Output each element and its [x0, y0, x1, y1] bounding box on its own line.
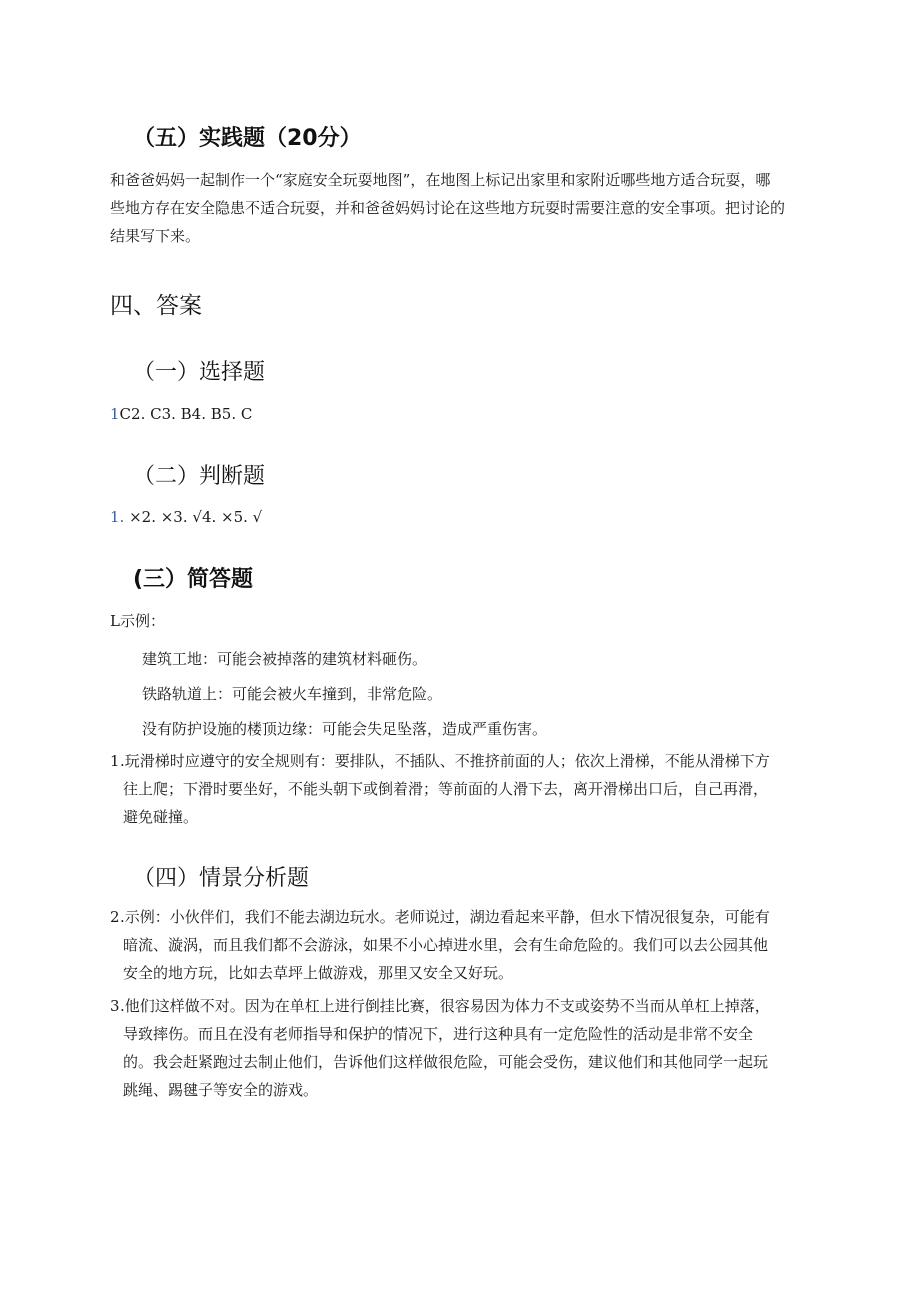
- answer-item-1-text: [120, 747, 770, 831]
- answer-item-3-line-1: .他们这样做不对。因为在单杠上进行倒挂比赛，很容易因为体力不支或姿势不当而从单杠上掉落，: [120, 997, 770, 1015]
- answer-item-2-line-3: 安全的地方玩，比如去草坪上做游戏，那里又安全又好玩。: [123, 964, 514, 982]
- answer-item-1-number: 1: [110, 752, 120, 770]
- judge-answers: [110, 503, 262, 531]
- practice-line-3: 结果写下来。: [110, 227, 201, 245]
- answer-item-3: [110, 992, 810, 1112]
- short-answer-intro: L示例：: [110, 612, 165, 630]
- example-railway: 铁路轨道上：可能会被火车撞到，非常危险。: [142, 685, 443, 703]
- answer-item-3-line-2: 导致摔伤。而且在没有老师指导和保护的情况下，进行这种具有一定危险性的活动是非常不安全: [123, 1025, 754, 1043]
- answer-item-1: [110, 747, 810, 837]
- answer-item-3-line-3: 的。我会赶紧跑过去制止他们，告诉他们这样做很危险，可能会受伤，建议他们和其他同学一起玩: [123, 1053, 769, 1071]
- practice-line-2: 些地方存在安全隐患不适合玩耍，并和爸爸妈妈讨论在这些地方玩耍时需要注意的安全事项。把讨论的: [110, 199, 786, 217]
- answer-item-2: [110, 903, 810, 993]
- judge-answer-rest: ×2. ×3. √4. ×5. √: [129, 508, 263, 526]
- short-answer-examples: [142, 642, 547, 747]
- answer-item-3-line-4: 跳绳、踢毽子等安全的游戏。: [123, 1081, 319, 1099]
- answers-heading: 四、答案: [110, 293, 202, 319]
- short-answers-heading: (三）简答题: [133, 567, 254, 592]
- scenario-answers-heading: （四）情景分析题: [133, 866, 310, 891]
- judge-answers-heading: （二）判断题: [133, 464, 266, 489]
- answer-item-3-text: [120, 992, 770, 1104]
- choice-answer-first: 1: [110, 405, 120, 423]
- choice-answers: [110, 400, 252, 428]
- answer-item-2-line-2: 暗流、漩涡，而且我们都不会游泳，如果不小心掉进水里，会有生命危险的。我们可以去公园其他: [123, 936, 769, 954]
- answer-item-1-line-1: .玩滑梯时应遵守的安全规则有：要排队，不插队、不推挤前面的人；依次上滑梯，不能从滑梯下方: [120, 752, 770, 770]
- answer-item-2-line-1: .示例：小伙伴们，我们不能去湖边玩水。老师说过，湖边看起来平静，但水下情况很复杂，可能有: [120, 908, 770, 926]
- practice-question-heading: （五）实践题（20分）: [133, 126, 362, 151]
- practice-question-text: [110, 166, 785, 250]
- example-construction-site: 建筑工地：可能会被掉落的建筑材料砸伤。: [142, 650, 428, 668]
- judge-answer-first: 1.: [110, 508, 130, 526]
- answer-item-1-line-2: 往上爬；下滑时要坐好，不能头朝下或倒着滑；等前面的人滑下去，离开滑梯出口后，自己再滑，: [123, 780, 769, 798]
- choice-answers-heading: （一）选择题: [133, 360, 266, 385]
- answer-item-2-text: [120, 903, 770, 987]
- choice-answer-rest: C2. C3. B4. B5. C: [119, 405, 253, 423]
- answer-item-3-number: 3: [110, 997, 120, 1015]
- answer-item-2-number: 2: [110, 908, 120, 926]
- example-rooftop: 没有防护设施的楼顶边缘：可能会失足坠落，造成严重伤害。: [142, 720, 548, 738]
- practice-line-1: 和爸爸妈妈一起制作一个“家庭安全玩耍地图”，在地图上标记出家里和家附近哪些地方适合玩耍，哪: [110, 171, 771, 189]
- answer-item-1-line-3: 避免碰撞。: [123, 808, 199, 826]
